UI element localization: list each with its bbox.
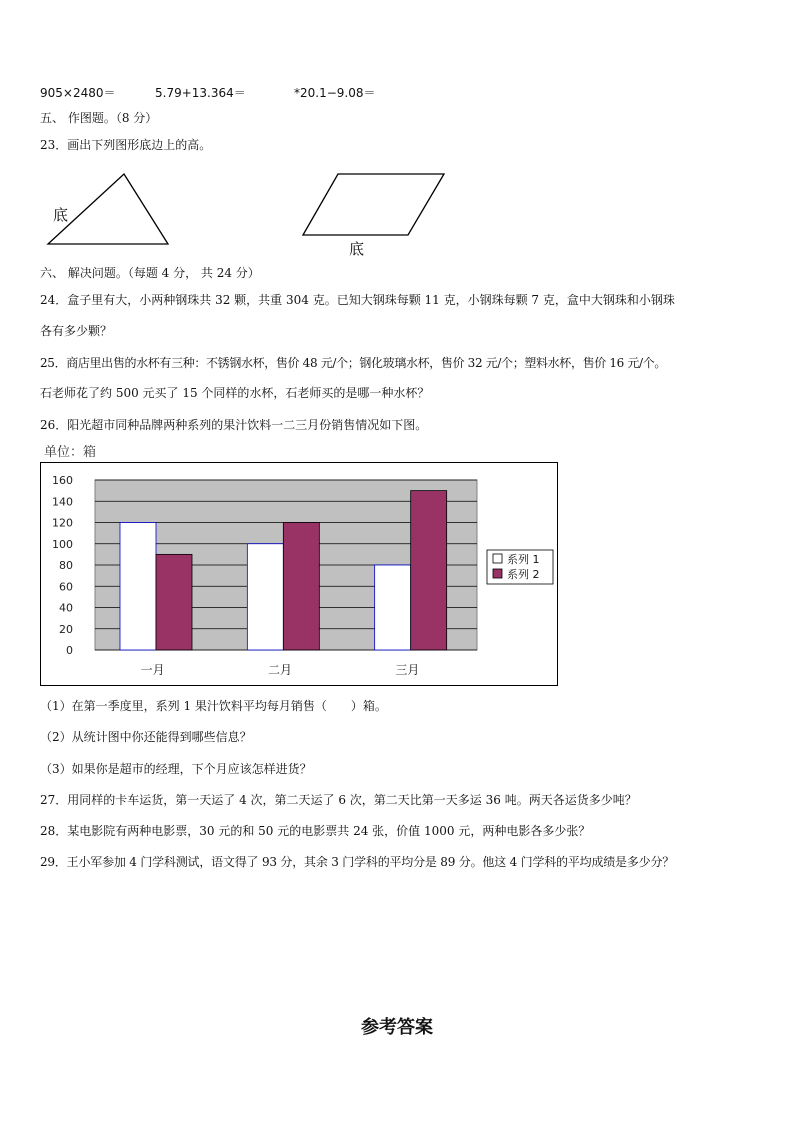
answer-title: 参考答案 bbox=[361, 1017, 433, 1038]
y-tick-label: 80 bbox=[59, 559, 73, 572]
q23-text: 23．画出下列图形底边上的高。 bbox=[40, 138, 212, 152]
y-tick-label: 20 bbox=[59, 622, 73, 636]
parallelogram-base-label: 底 bbox=[349, 240, 365, 258]
q26-text: 26．阳光超市同种品牌两种系列的果汁饮料一二三月份销售情况如下图。 bbox=[40, 418, 428, 432]
parallelogram-figure bbox=[303, 174, 444, 235]
y-tick-label: 160 bbox=[52, 474, 73, 487]
legend-swatch-1 bbox=[493, 554, 502, 563]
y-tick-label: 140 bbox=[52, 495, 73, 509]
q24-line-2: 各有多少颗？ bbox=[40, 324, 113, 338]
q26-sub-3: （3）如果你是超市的经理，下个月应该怎样进货？ bbox=[40, 762, 312, 776]
legend-swatch-2 bbox=[493, 569, 502, 578]
sales-chart-svg bbox=[41, 463, 557, 685]
chart-unit-label: 单位：箱 bbox=[44, 445, 97, 460]
sales-chart bbox=[40, 462, 558, 686]
bar-1-3 bbox=[375, 565, 411, 650]
q27-text: 27．用同样的卡车运货，第一天运了 4 次，第二天运了 6 次，第二天比第一天多运 36 吨。两天各运货多少吨？ bbox=[40, 793, 637, 807]
y-tick-label: 100 bbox=[52, 537, 73, 551]
y-tick-label: 60 bbox=[59, 580, 73, 594]
x-tick-label: 三月 bbox=[395, 663, 420, 677]
legend-label-1: 系列 1 bbox=[507, 553, 540, 566]
bar-1-2 bbox=[247, 544, 283, 650]
q26-sub-2: （2）从统计图中你还能得到哪些信息？ bbox=[40, 730, 252, 744]
x-tick-label: 二月 bbox=[267, 663, 293, 677]
bar-1-1 bbox=[120, 523, 156, 651]
bar-2-3 bbox=[411, 491, 447, 650]
q23-figures bbox=[0, 165, 794, 260]
y-tick-label: 120 bbox=[52, 516, 73, 530]
q29-text: 29．王小军参加 4 门学科测试，语文得了 93 分，其余 3 门学科的平均分是 89 分。他这 4 门学科的平均成绩是多少分？ bbox=[40, 855, 675, 869]
triangle-base-label: 底 bbox=[53, 206, 69, 224]
section-6-title: 六、 解决问题。（每题 4 分， 共 24 分） bbox=[40, 266, 260, 280]
legend-label-2: 系列 2 bbox=[507, 568, 540, 581]
x-tick-label: 一月 bbox=[140, 663, 165, 677]
section-5-title: 五、 作图题。（8 分） bbox=[40, 111, 158, 125]
bar-2-1 bbox=[156, 554, 192, 650]
q25-line-1: 25．商店里出售的水杯有三种：不锈钢水杯，售价 48 元/个；钢化玻璃水杯，售价 32 元/个；塑料水杯，售价 16 元/个。 bbox=[40, 356, 667, 370]
y-tick-label: 0 bbox=[66, 644, 73, 657]
q25-line-2: 石老师花了约 500 元买了 15 个同样的水杯，石老师买的是哪一种水杯？ bbox=[40, 386, 430, 400]
q28-text: 28．某电影院有两种电影票，30 元的和 50 元的电影票共 24 张，价值 1000 元，两种电影各多少张？ bbox=[40, 824, 591, 838]
calc-expr-2: 5.79+13.364＝ bbox=[155, 86, 246, 100]
calc-expr-1: 905×2480＝ bbox=[40, 86, 116, 100]
calc-expr-3: *20.1−9.08＝ bbox=[294, 86, 376, 100]
y-tick-label: 40 bbox=[59, 601, 73, 615]
bar-2-2 bbox=[283, 523, 319, 651]
q26-sub-1: （1）在第一季度里，系列 1 果汁饮料平均每月销售（ ）箱。 bbox=[40, 699, 387, 713]
q24-line-1: 24．盒子里有大，小两种钢珠共 32 颗，共重 304 克。已知大钢珠每颗 11 克，小钢珠每颗 7 克，盒中大钢珠和小钢珠 bbox=[40, 293, 675, 307]
